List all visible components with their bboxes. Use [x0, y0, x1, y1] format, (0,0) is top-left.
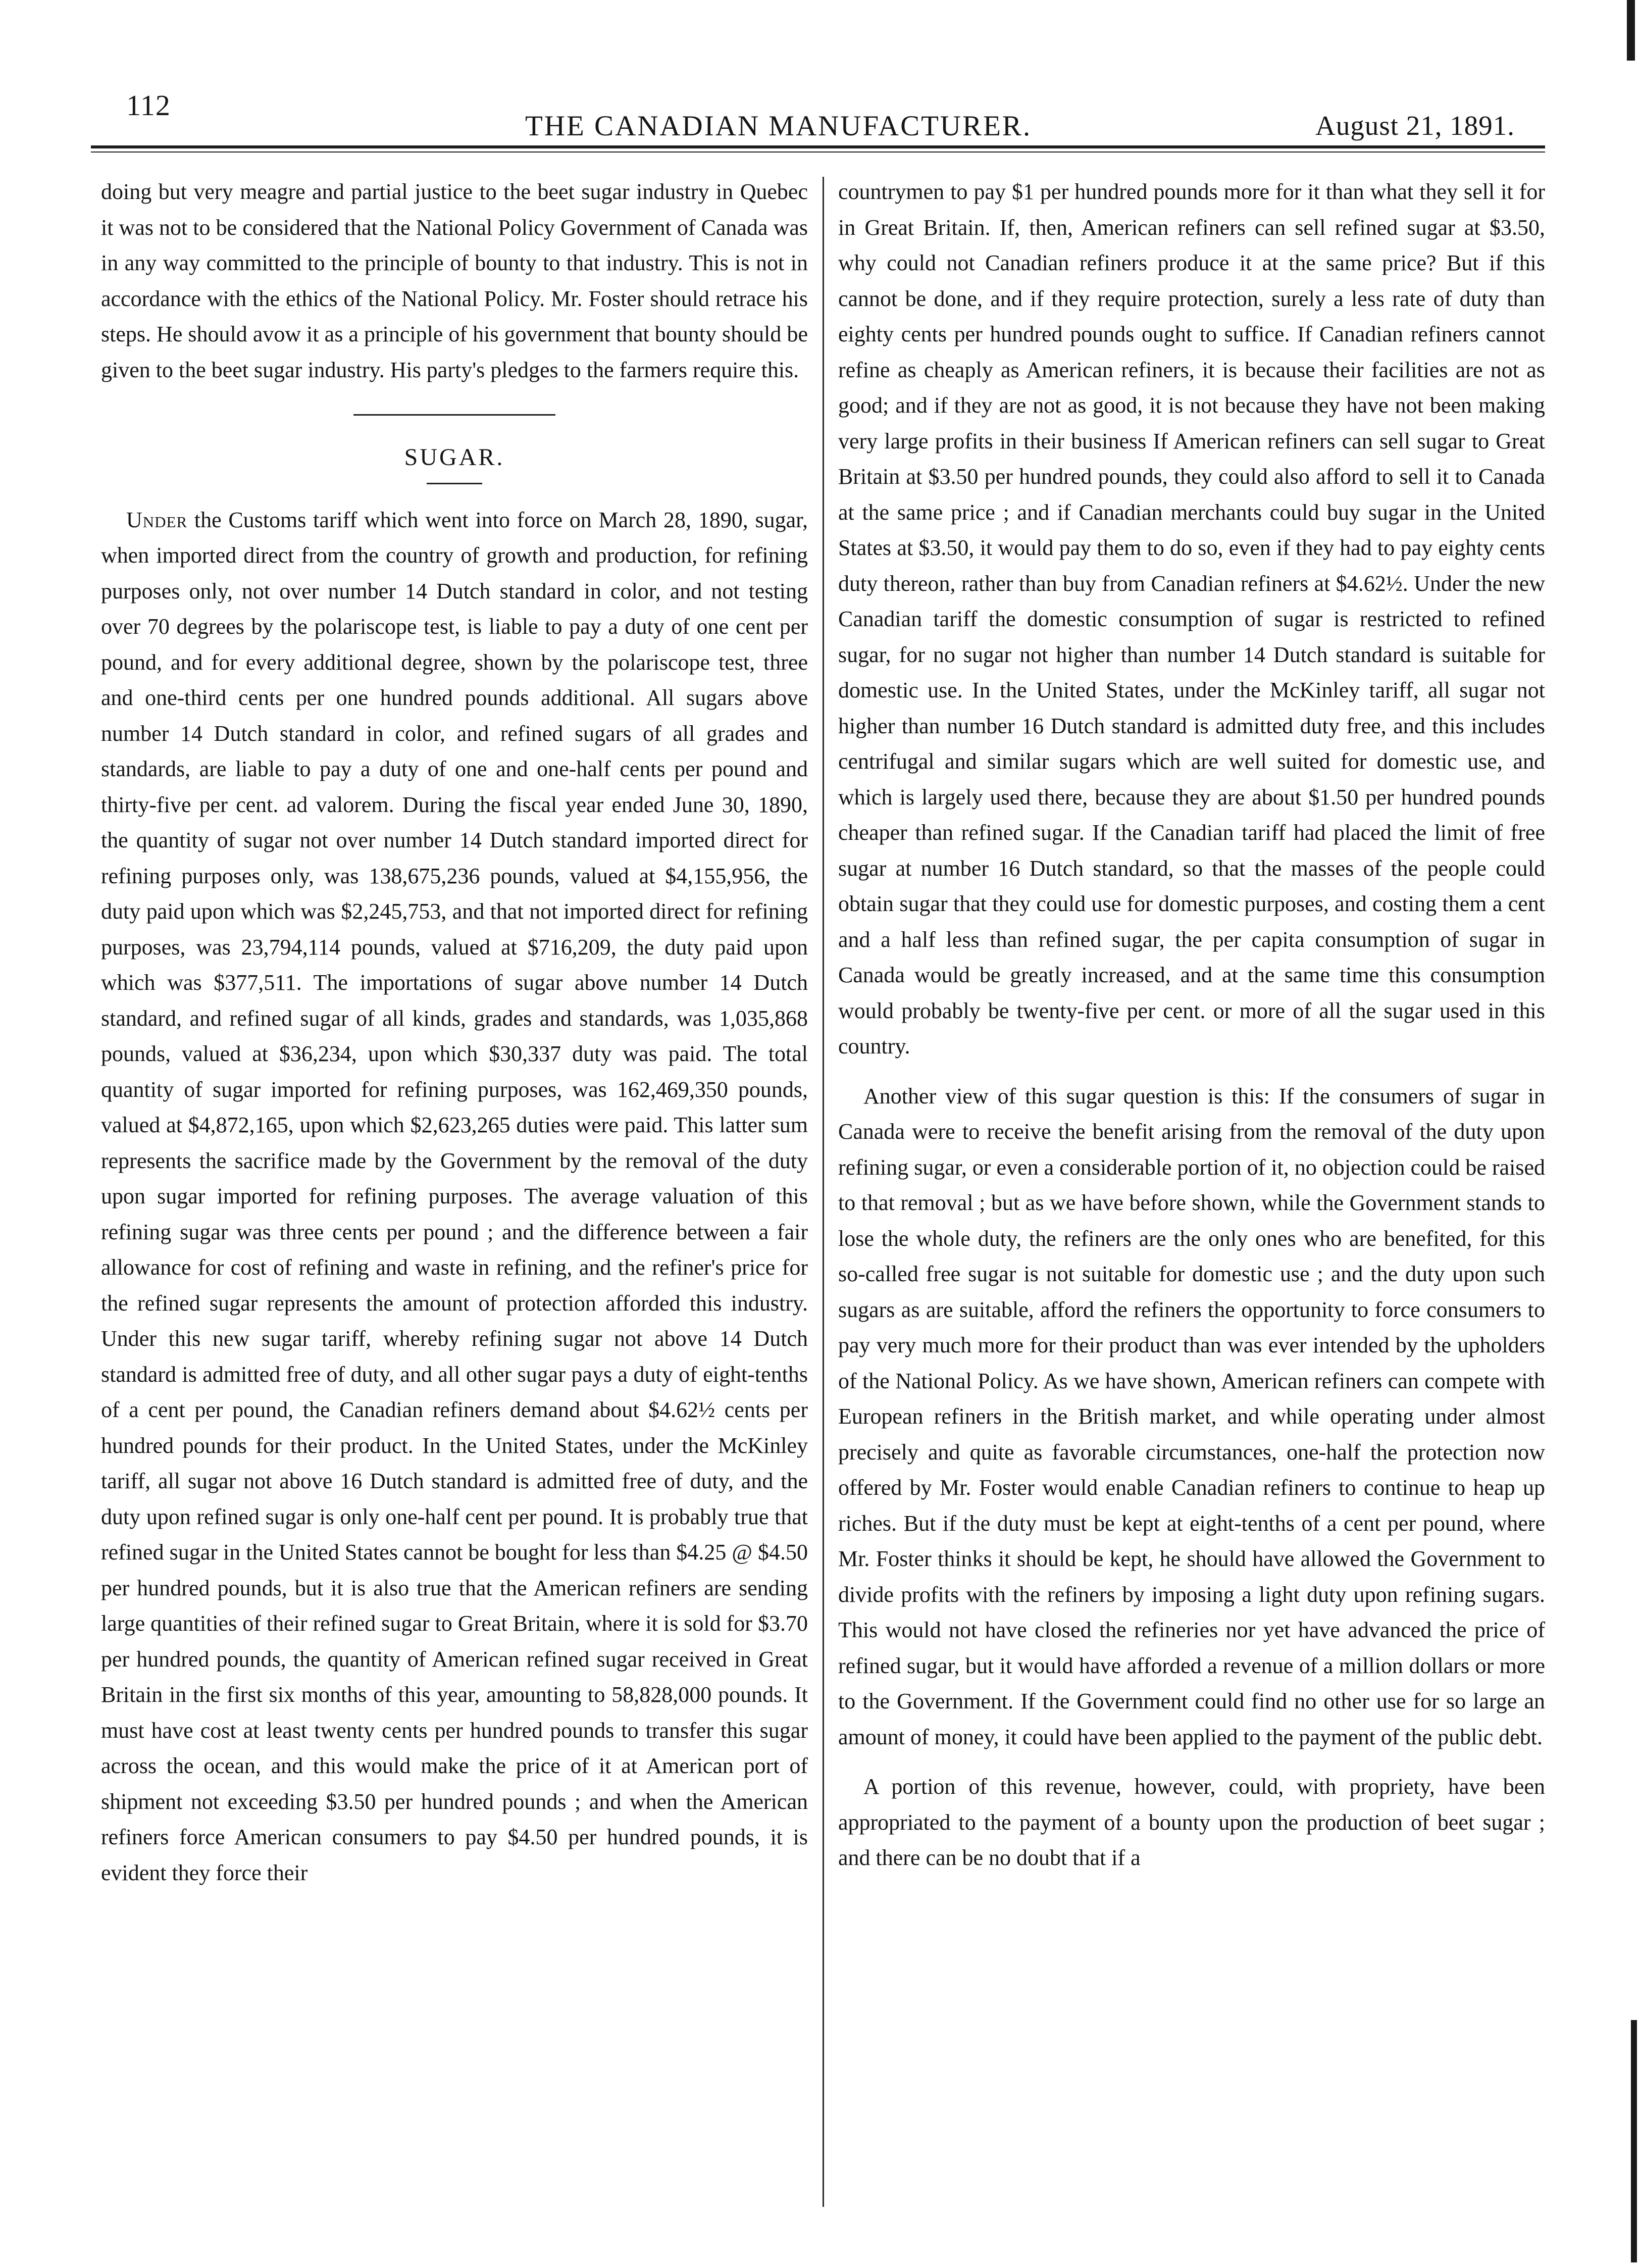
title-underline-rule: [427, 483, 482, 484]
page-number: 112: [126, 89, 171, 122]
scan-edge-mark-top: [1627, 0, 1635, 61]
header-rule-thick: [91, 145, 1545, 148]
right-paragraph-2: Another view of this sugar question is this: If the consumers of sugar in Canada were to receive the benefit arising from the removal of the duty upon refining sugar, or even a considerable portion of it, no objection could be raised to that removal ; but as we have before shown, while the Government stands to lose the whole duty, the refiners are the only ones who are benefited, for this so-called free sugar is not suitable for domestic use ; and the duty upon such sugars as are suitable, afford the refiners the opportunity to force consumers to pay very much more for their product than was ever intended by the upholders of the National Policy. As we have shown, American refiners can compete with European refiners in the British market, and while operating under almost precisely and quite as favorable circumstances, one-half the protection now offered by Mr. Foster would enable Canadian refiners to continue to heap up riches. But if the duty must be kept at eight-tenths of a cent per pound, where Mr. Foster thinks it should be kept, he should have allowed the Government to divide profits with the refiners by imposing a light duty upon refining sugars. This would not have closed the refineries nor yet have advanced the price of refined sugar, but it would have afforded a revenue of a million dollars or more to the Government. If the Government could find no other use for so large an amount of money, it could have been applied to the payment of the public debt.: [838, 1083, 1545, 1749]
right-paragraph-1: countrymen to pay $1 per hundred pounds more for it than what they sell it for in Great Britain. If, then, American refiners can sell refined sugar at $3.50, why could not Canadian refiners produce it at the same price? But if this cannot be done, and if they require protection, surely a less rate of duty than eighty cents per hundred pounds ought to suffice. If Canadian refiners cannot refine as cheaply as American refiners, it is because their facilities are not as good; and if they are not as good, it is not because they have not been making very large profits in their business If American refiners can sell sugar to Great Britain at $3.50 per hundred pounds, they could also afford to sell it to Canada at the same price ; and if Canadian merchants could buy sugar in the United States at $3.50, it would pay them to do so, even if they had to pay eighty cents duty thereon, rather than buy from Canadian refiners at $4.62½. Under the new Canadian tariff the domestic consumption of sugar is restricted to refined sugar, for no sugar not higher than number 14 Dutch standard is suitable for domestic use. In the United States, under the McKinley tariff, all sugar not higher than number 16 Dutch standard is admitted duty free, and this includes centrifugal and similar sugars which are well suited for domestic use, and which is largely used there, because they are about $1.50 per hundred pounds cheaper than refined sugar. If the Canadian tariff had placed the limit of free sugar at number 16 Dutch standard, so that the masses of the people could obtain sugar that they could use for domestic purposes, and costing them a cent and a half less than refined sugar, the per capita consumption of sugar in Canada would be greatly increased, and at the same time this consumption would probably be twenty-five per cent. or more of all the sugar used in this country.: [838, 179, 1545, 1059]
masthead-title: THE CANADIAN MANUFACTURER.: [525, 110, 1032, 142]
scan-edge-mark-bottom: [1631, 2020, 1637, 2262]
page-header: [91, 83, 1545, 142]
section-title: SUGAR.: [404, 444, 505, 471]
header-rule-thin: [91, 152, 1545, 153]
left-column: [101, 174, 808, 1891]
right-paragraph-3: A portion of this revenue, however, could, with propriety, have been appropriated to the payment of a bounty upon the production of beet sugar ; and there can be no doubt that if a: [838, 1774, 1545, 1870]
column-divider: [823, 177, 824, 2207]
section-separator-rule: [353, 414, 555, 416]
article-body-text: the Customs tariff which went into force on March 28, 1890, sugar, when imported direct from the country of growth and production, for refining purposes only, not over number 14 Dutch standard in color, and not testing over 70 degrees by the polariscope test, is liable to pay a duty of one cent per pound, and for every additional degree, shown by the polariscope test, three and one-third cents per one hundred pounds additional. All sugars above number 14 Dutch standard in color, and refined sugars of all grades and standards, are liable to pay a duty of one and one-half cents per pound and thirty-five per cent. ad valorem. During the fiscal year ended June 30, 1890, the quantity of sugar not over number 14 Dutch standard imported direct for refining purposes only, was 138,675,236 pounds, valued at $4,155,956, the duty paid upon which was $2,245,753, and that not imported direct for refining purposes, was 23,794,114 pounds, valued at $716,209, the duty paid upon which was $377,511. The importations of sugar above number 14 Dutch standard, and refined sugar of all kinds, grades and standards, was 1,035,868 pounds, valued at $36,234, upon which $30,337 duty was paid. The total quantity of sugar imported for refining purposes, was 162,469,350 pounds, valued at $4,872,165, upon which $2,623,265 duties were paid. This latter sum represents the sacrifice made by the Government by the removal of the duty upon sugar imported for refining purposes. The average valuation of this refining sugar was three cents per pound ; and the difference between a fair allowance for cost of refining and waste in refining, and the refiner's price for the refined sugar represents the amount of protection afforded this industry. Under this new sugar tariff, whereby refining sugar not above 14 Dutch standard is admitted free of duty, and all other sugar pays a duty of eight-tenths of a cent per pound, the Canadian refiners demand about $4.62½ cents per hundred pounds for their product. In the United States, under the McKinley tariff, all sugar not above 16 Dutch standard is admitted free of duty, and the duty upon refined sugar is only one-half cent per pound. It is probably true that refined sugar in the United States cannot be bought for less than $4.25 @ $4.50 per hundred pounds, but it is also true that the American refiners are sending large quantities of their refined sugar to Great Britain, where it is sold for $3.70 per hundred pounds, the quantity of American refined sugar received in Great Britain in the first six months of this year, amounting to 58,828,000 pounds. It must have cost at least twenty cents per hundred pounds to transfer this sugar across the ocean, and this would make the price of it at American port of shipment not exceeding $3.50 per hundred pounds ; and when the American refiners force American consumers to pay $4.50 per hundred pounds, it is evident they force their: [101, 507, 808, 1885]
article-paragraph: [101, 502, 808, 1891]
right-column: [838, 174, 1545, 1876]
article-lead-word: Under: [126, 507, 188, 532]
continued-paragraph: doing but very meagre and partial justice to the beet sugar industry in Quebec it was not to be considered that the National Policy Government of Canada was in any way committed to the principle of bounty to that industry. This is not in accordance with the ethics of the National Policy. Mr. Foster should retrace his steps. He should avow it as a principle of his government that bounty should be given to the beet sugar industry. His party's pledges to the farmers require this.: [101, 179, 808, 382]
issue-date: August 21, 1891.: [1315, 110, 1515, 141]
